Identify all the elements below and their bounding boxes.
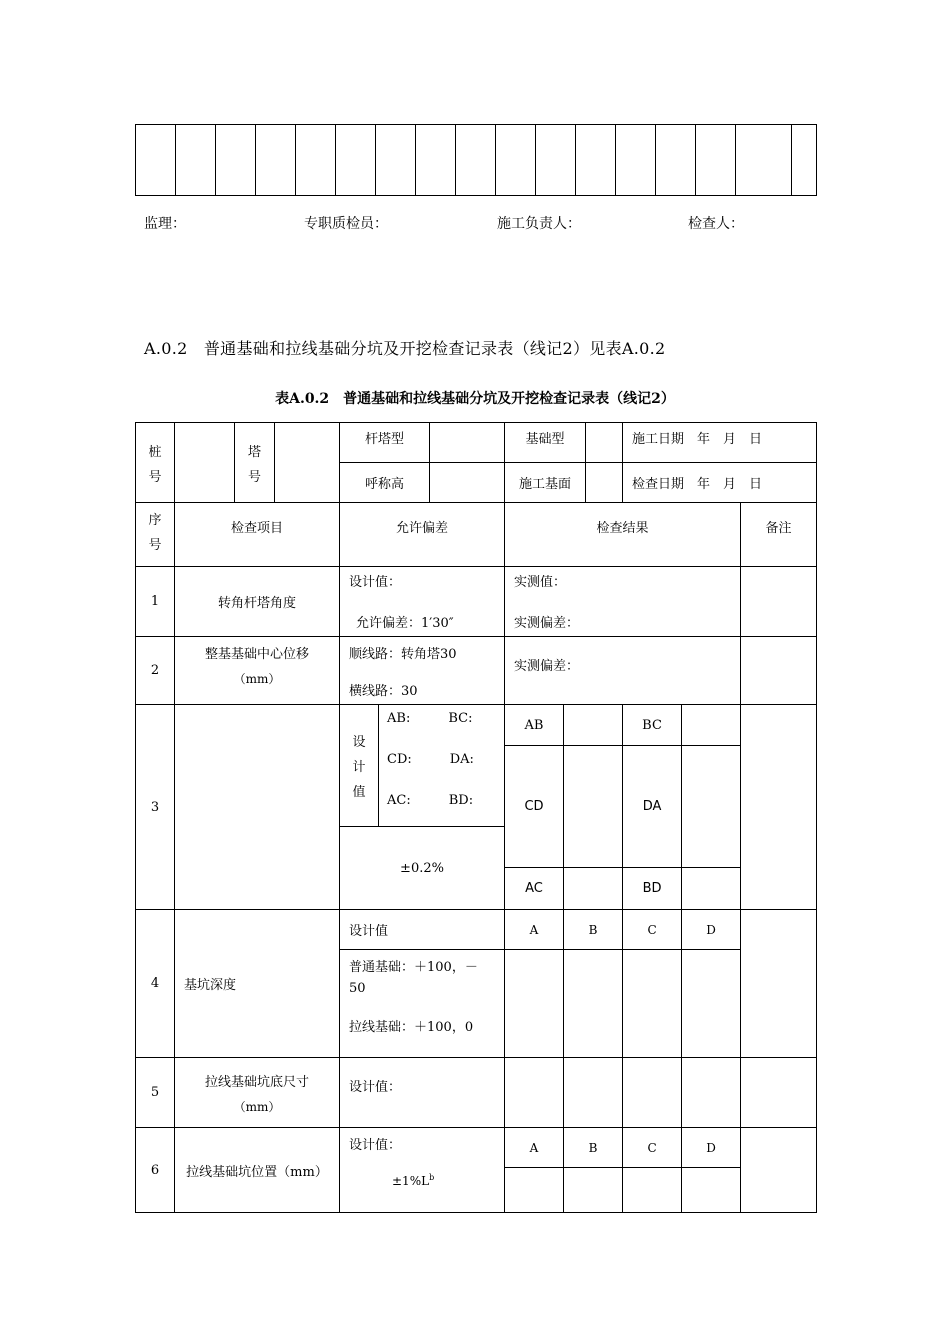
row3-no: 3 [136,705,175,910]
row6-no: 6 [136,1128,175,1213]
blank-cell [736,125,792,196]
blank-cell [576,125,616,196]
row6-col-d: D [682,1128,741,1168]
row5-value-d[interactable] [682,1058,741,1128]
blank-cell [456,125,496,196]
row6-remark[interactable] [741,1128,817,1213]
row3-res-bc-label: BC [623,705,682,746]
row6-value-a[interactable] [505,1168,564,1213]
row2-item: 整基基础中心位移 （mm） [175,637,340,705]
row4-col-d: D [682,910,741,950]
row4-value-b[interactable] [564,950,623,1058]
row2-result-cell[interactable] [505,637,741,705]
row6-col-c: C [623,1128,682,1168]
row1-measured: 实测值： [514,575,567,590]
blank-cell [536,125,576,196]
row1-design: 设计值： [349,575,402,590]
row3-res-ab-value[interactable] [564,705,623,746]
row2-along: 顺线路：转角塔30 [349,647,457,662]
blank-cell [792,125,817,196]
blank-cell [136,125,176,196]
row4-col-a: A [505,910,564,950]
row1-tolerance: 允许偏差：1′30″ [356,616,454,631]
row1-result-cell[interactable] [505,567,741,637]
row4-remark[interactable] [741,910,817,1058]
row3-res-ac-value[interactable] [564,868,623,910]
tower-no-value[interactable] [275,423,340,503]
row4-no: 4 [136,910,175,1058]
supervisor-label: 监理： [144,216,186,232]
foundation-type-value[interactable] [586,423,623,463]
row3-tolerance: ±0.2% [340,827,505,910]
blank-cell [376,125,416,196]
inspection-date: 检查日期 年 月 日 [623,463,817,503]
item-header: 检查项目 [175,503,340,567]
pile-no-value[interactable] [175,423,235,503]
row3-remark[interactable] [741,705,817,910]
row2-tolerance-cell [340,637,505,705]
section-heading: A.0.2 普通基础和拉线基础分坑及开挖检查记录表（线记2）见表A.0.2 [144,339,666,358]
pole-type-value[interactable] [430,423,505,463]
row3-res-bc-value[interactable] [682,705,741,746]
row5-design: 设计值： [340,1058,505,1128]
row4-col-b: B [564,910,623,950]
row1-remark[interactable] [741,567,817,637]
row3-res-cd-label: CD [505,746,564,868]
seq-header: 序 号 [136,503,175,567]
row2-deviation: 实测偏差： [514,659,580,674]
row2-across: 横线路：30 [349,684,418,699]
row6-item: 拉线基础坑位置（mm） [175,1128,340,1213]
nominal-height-value[interactable] [430,463,505,503]
row3-res-da-value[interactable] [682,746,741,868]
row4-design: 设计值 [340,910,505,950]
quality-inspector-label: 专职质检员： [304,216,388,232]
row4-value-d[interactable] [682,950,741,1058]
row3-res-ab-label: AB [505,705,564,746]
row3-res-cd-value[interactable] [564,746,623,868]
row6-col-a: A [505,1128,564,1168]
row5-remark[interactable] [741,1058,817,1128]
row4-tolerance-cell: 普通基础：＋100，－ 50 拉线基础：＋100，0 [340,950,505,1058]
construction-lead-label: 施工负责人： [497,216,581,232]
blank-cell [696,125,736,196]
row5-item: 拉线基础坑底尺寸 （mm） [175,1058,340,1128]
row3-design-label: 设 计 值 [340,705,379,827]
pole-type-label: 杆塔型 [340,423,430,463]
row1-tolerance-cell [340,567,505,637]
row4-value-a[interactable] [505,950,564,1058]
blank-cell [336,125,376,196]
row1-item: 转角杆塔角度 [175,567,340,637]
construction-base-value[interactable] [586,463,623,503]
blank-cell [656,125,696,196]
blank-cell [496,125,536,196]
row2-no: 2 [136,637,175,705]
table-caption: 表A.0.2 普通基础和拉线基础分坑及开挖检查记录表（线记2） [275,391,675,407]
blank-cell [256,125,296,196]
construction-date: 施工日期 年 月 日 [623,423,817,463]
foundation-type-label: 基础型 [505,423,586,463]
row3-res-da-label: DA [623,746,682,868]
inspector-label: 检查人： [688,216,744,232]
row6-value-b[interactable] [564,1168,623,1213]
row6-col-b: B [564,1128,623,1168]
blank-cell [296,125,336,196]
row4-value-c[interactable] [623,950,682,1058]
row3-design-values[interactable]: AB: BC: CD: DA: AC: BD: [379,705,505,827]
previous-table-grid [135,124,817,196]
row6-tolerance-cell [340,1128,505,1213]
row3-item [175,705,340,910]
blank-cell [216,125,256,196]
pile-no-label: 桩 号 [136,423,175,503]
row2-remark[interactable] [741,637,817,705]
row6-value-c[interactable] [623,1168,682,1213]
row5-no: 5 [136,1058,175,1128]
result-header: 检查结果 [505,503,741,567]
inspection-record-table [135,422,817,1213]
nominal-height-label: 呼称高 [340,463,430,503]
construction-base-label: 施工基面 [505,463,586,503]
blank-cell [616,125,656,196]
row3-res-ac-label: AC [505,868,564,910]
row6-value-d[interactable] [682,1168,741,1213]
row3-res-bd-label: BD [623,868,682,910]
row4-item: 基坑深度 [175,910,340,1058]
row5-value-a[interactable] [505,1058,564,1128]
row4-col-c: C [623,910,682,950]
tolerance-header: 允许偏差 [340,503,505,567]
row1-deviation: 实测偏差： [514,616,580,631]
row1-no: 1 [136,567,175,637]
blank-cell [176,125,216,196]
tower-no-label: 塔 号 [235,423,275,503]
remark-header: 备注 [741,503,817,567]
row6-design: 设计值： [349,1138,402,1153]
row3-res-bd-value[interactable] [682,868,741,910]
row6-tolerance: $\pm 1\%L^b$ [392,1173,435,1188]
row5-value-c[interactable] [623,1058,682,1128]
row5-value-b[interactable] [564,1058,623,1128]
blank-cell [416,125,456,196]
